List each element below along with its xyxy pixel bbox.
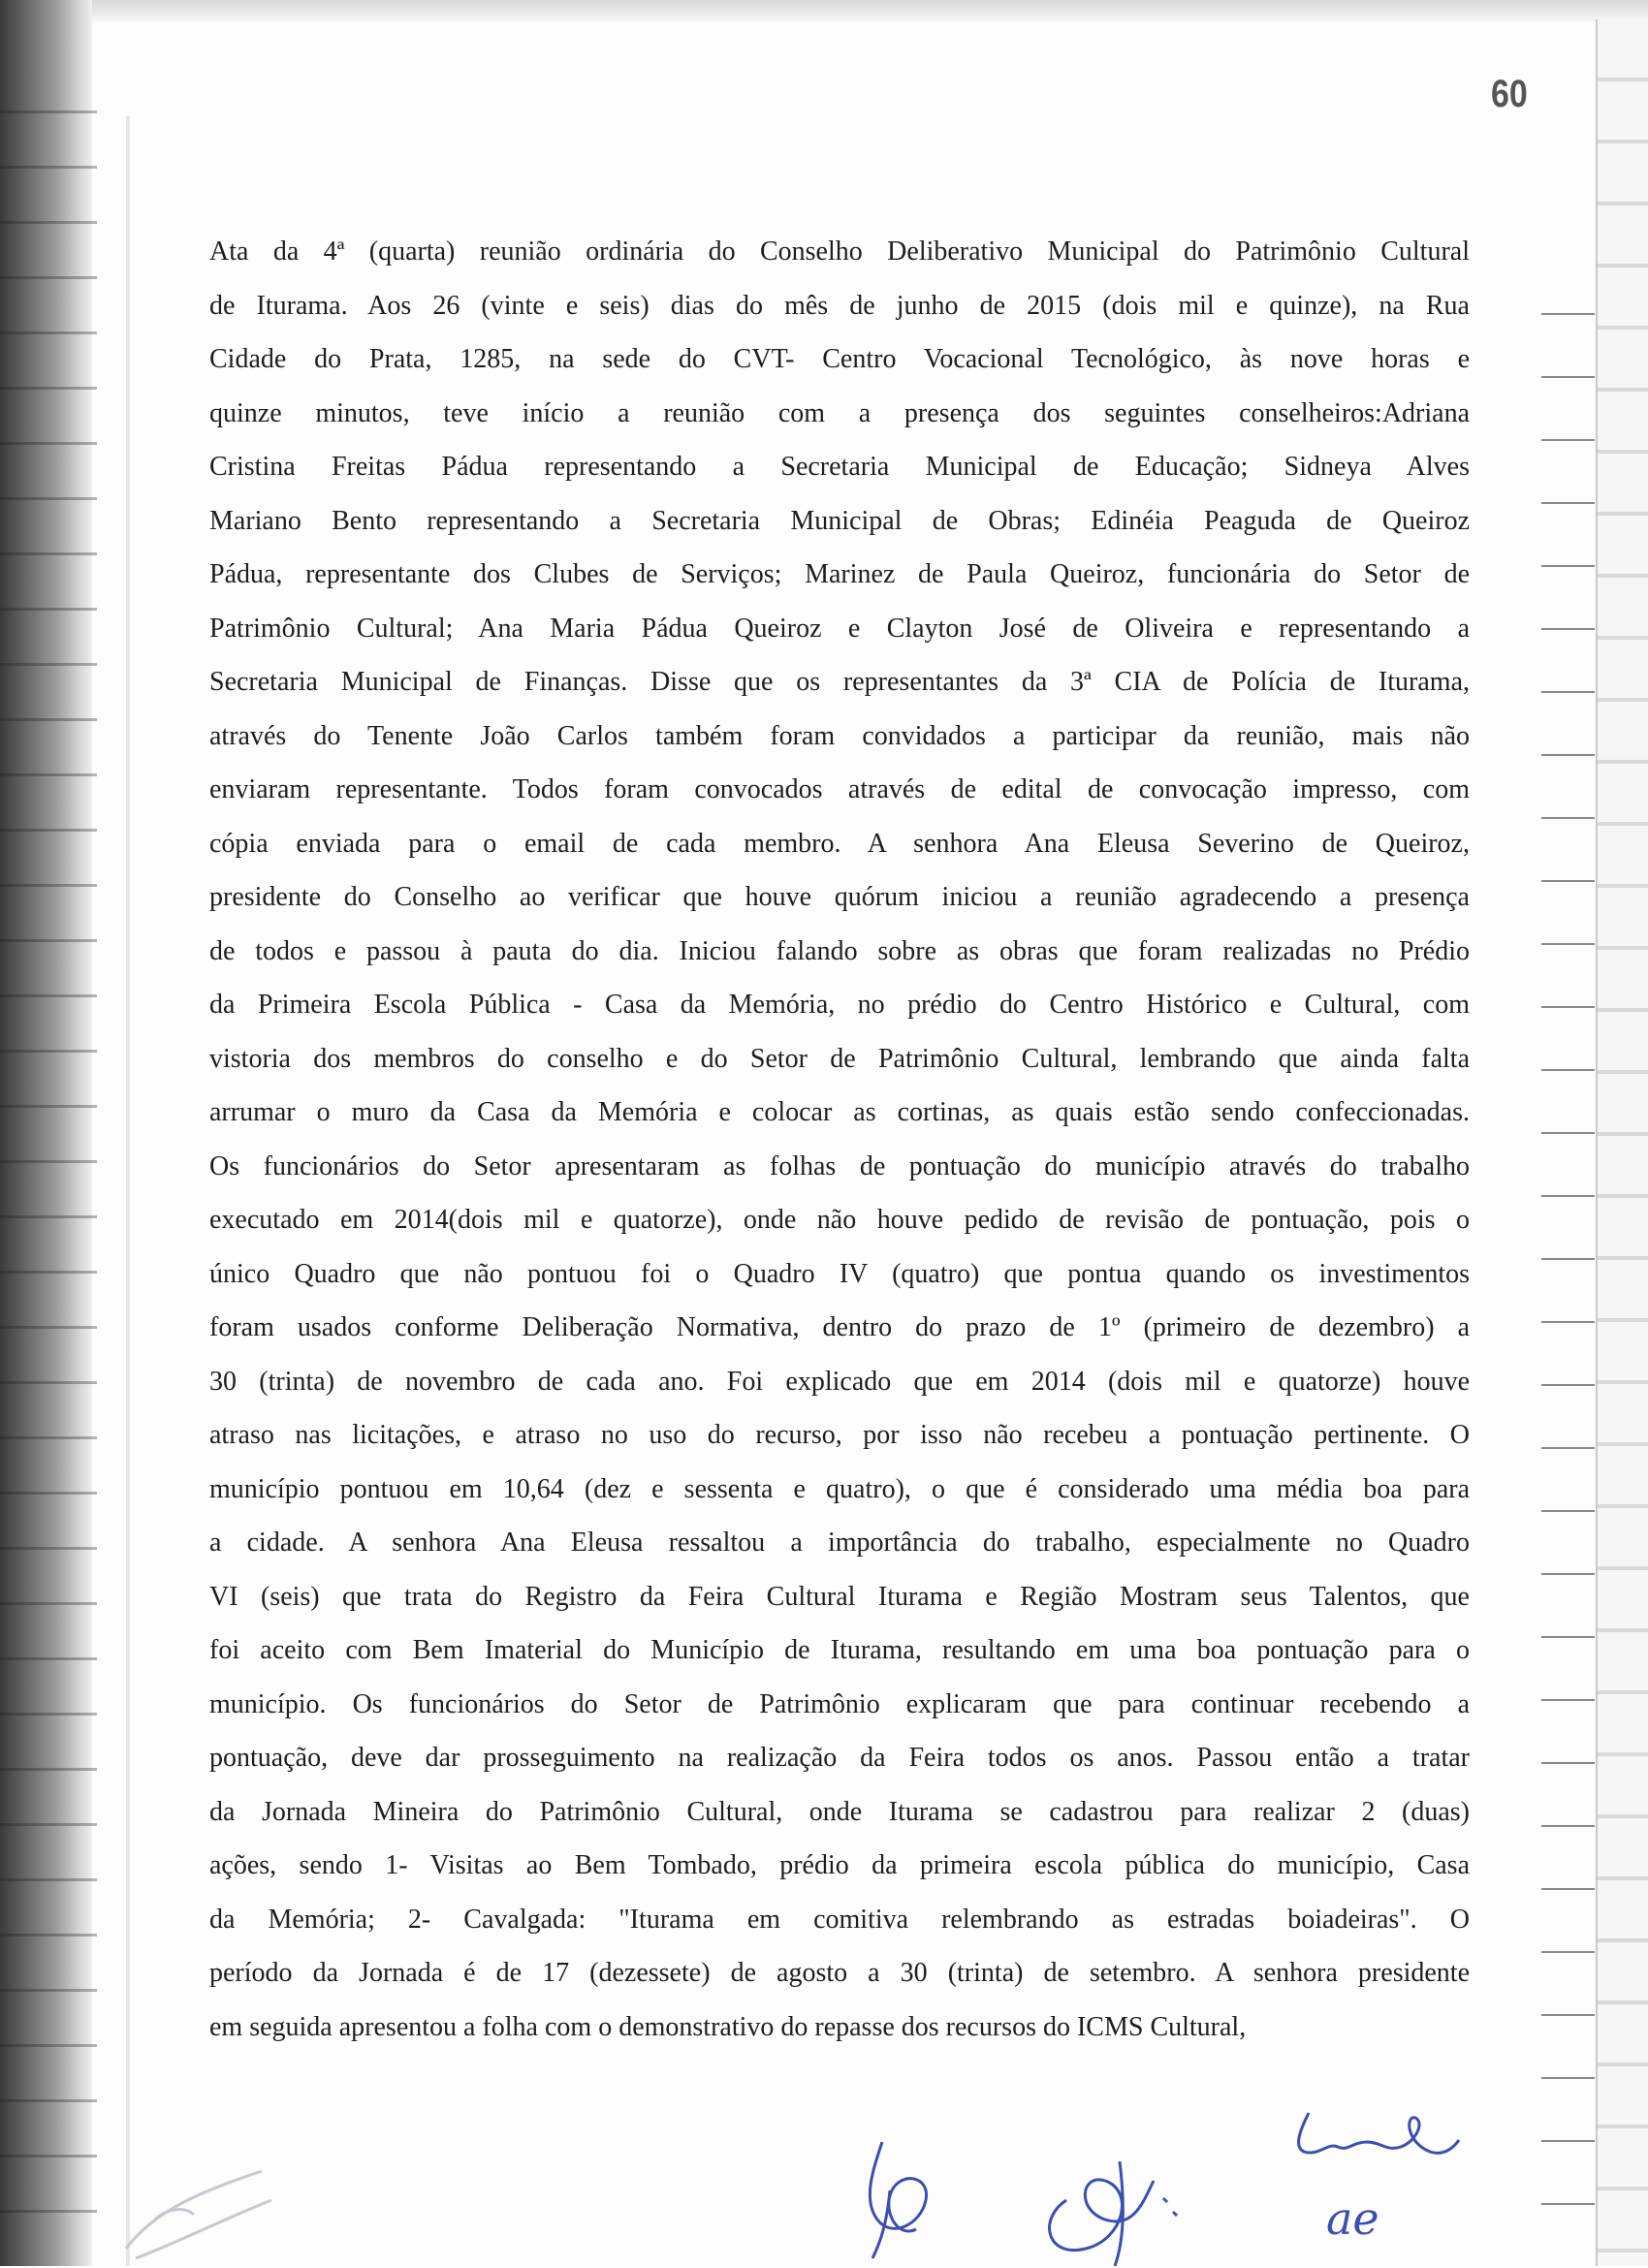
- initials-ae: ae: [1326, 2192, 1379, 2245]
- text-line: município. Os funcionários do Setor de Patrimônio explicaram que para continuar recebendo a: [209, 1688, 1470, 1719]
- text-line: vistoria dos membros do conselho e do Setor de Patrimônio Cultural, lembrando que ainda falta: [209, 1043, 1470, 1074]
- signature-1: [834, 2132, 969, 2266]
- pencil-mark: [116, 2152, 281, 2268]
- text-line: Os funcionários do Setor apresentaram as folhas de pontuação do município através do trabalho: [209, 1150, 1470, 1181]
- text-line: foram usados conforme Deliberação Normativa, dentro do prazo de 1º (primeiro de dezembro) a: [209, 1312, 1470, 1342]
- text-line: Cristina Freitas Pádua representando a Secretaria Municipal de Educação; Sidneya Alves: [209, 452, 1470, 482]
- text-line: a cidade. A senhora Ana Eleusa ressaltou a importância do trabalho, especialmente no Quadro: [209, 1528, 1470, 1558]
- text-line: município pontuou em 10,64 (dez e sessenta e quatro), o que é considerado uma média boa para: [209, 1473, 1470, 1504]
- text-line: atraso nas licitações, e atraso no uso do recurso, por isso não recebeu a pontuação pertinente. O: [209, 1420, 1470, 1450]
- text-line: Mariano Bento representando a Secretaria Municipal de Obras; Edinéia Peaguda de Queiroz: [209, 505, 1470, 536]
- text-line: VI (seis) que trata do Registro da Feira Cultural Iturama e Região Mostram seus Talentos, que: [209, 1581, 1470, 1612]
- page-number: 60: [1491, 73, 1528, 115]
- binding-ticks: [0, 58, 97, 2249]
- text-line: da Jornada Mineira do Patrimônio Cultural, onde Iturama se cadastrou para realizar 2 (duas): [209, 1796, 1470, 1827]
- text-line: de todos e passou à pauta do dia. Iniciou falando sobre as obras que foram realizadas no Prédio: [209, 935, 1470, 966]
- text-line: da Primeira Escola Pública - Casa da Memória, no prédio do Centro Histórico e Cultural, com: [209, 990, 1470, 1020]
- text-line: executado em 2014(dois mil e quatorze), onde não houve pedido de revisão de pontuação, pois o: [209, 1205, 1470, 1235]
- text-line: ações, sendo 1- Visitas ao Bem Tombado, prédio da primeira escola pública do município, Casa: [209, 1850, 1470, 1880]
- text-line: cópia enviada para o email de cada membro. A senhora Ana Eleusa Severino de Queiroz,: [209, 828, 1470, 859]
- minutes-body: [209, 225, 1470, 2054]
- margin-ruling-lines: [1541, 252, 1595, 2229]
- text-line: quinze minutos, teve início a reunião com a presença dos seguintes conselheiros:Adriana: [209, 397, 1470, 428]
- text-line: Cidade do Prata, 1285, na sede do CVT- Centro Vocacional Tecnológico, às nove horas e: [209, 344, 1470, 374]
- text-line: de Iturama. Aos 26 (vinte e seis) dias do mês de junho de 2015 (dois mil e quinze), na Rua: [209, 290, 1470, 321]
- text-line: presidente do Conselho ao verificar que houve quórum iniciou a reunião agradecendo a presença: [209, 882, 1470, 912]
- text-line: em seguida apresentou a folha com o demonstrativo do repasse dos recursos do ICMS Cultural,: [209, 2011, 1247, 2042]
- notebook-right-margin: [1596, 19, 1648, 2266]
- text-line: 30 (trinta) de novembro de cada ano. Foi explicado que em 2014 (dois mil e quatorze) houve: [209, 1366, 1470, 1397]
- signature-2: [1028, 2142, 1221, 2266]
- text-line: único Quadro que não pontuou foi o Quadro IV (quatro) que pontua quando os investimentos: [209, 1258, 1470, 1289]
- text-line: Pádua, representante dos Clubes de Serviços; Marinez de Paula Queiroz, funcionária do Setor de: [209, 559, 1470, 589]
- text-line: Patrimônio Cultural; Ana Maria Pádua Queiroz e Clayton José de Oliveira e representando a: [209, 613, 1470, 644]
- text-line: pontuação, deve dar prosseguimento na realização da Feira todos os anos. Passou então a tratar: [209, 1743, 1470, 1773]
- text-line: foi aceito com Bem Imaterial do Município de Iturama, resultando em uma boa pontuação para o: [209, 1635, 1470, 1665]
- text-line: enviaram representante. Todos foram convocados através de edital de convocação impresso, com: [209, 774, 1470, 804]
- text-line: período da Jornada é de 17 (dezessete) de agosto a 30 (trinta) de setembro. A senhora presidente: [209, 1958, 1470, 1988]
- text-line: arrumar o muro da Casa da Memória e colocar as cortinas, as quais estão sendo confeccionadas.: [209, 1097, 1470, 1127]
- text-line: Secretaria Municipal de Finanças. Disse que os representantes da 3ª CIA de Polícia de Iturama,: [209, 667, 1470, 697]
- text-line: através do Tenente João Carlos também foram convidados a participar da reunião, mais não: [209, 720, 1470, 751]
- text-line: Ata da 4ª (quarta) reunião ordinária do Conselho Deliberativo Municipal do Patrimônio Cultural: [209, 236, 1470, 267]
- text-line: da Memória; 2- Cavalgada: "Iturama em comitiva relembrando as estradas boiadeiras". O: [209, 1904, 1470, 1935]
- scan-top-band: [0, 0, 1648, 21]
- sheet-edge: [126, 116, 130, 2266]
